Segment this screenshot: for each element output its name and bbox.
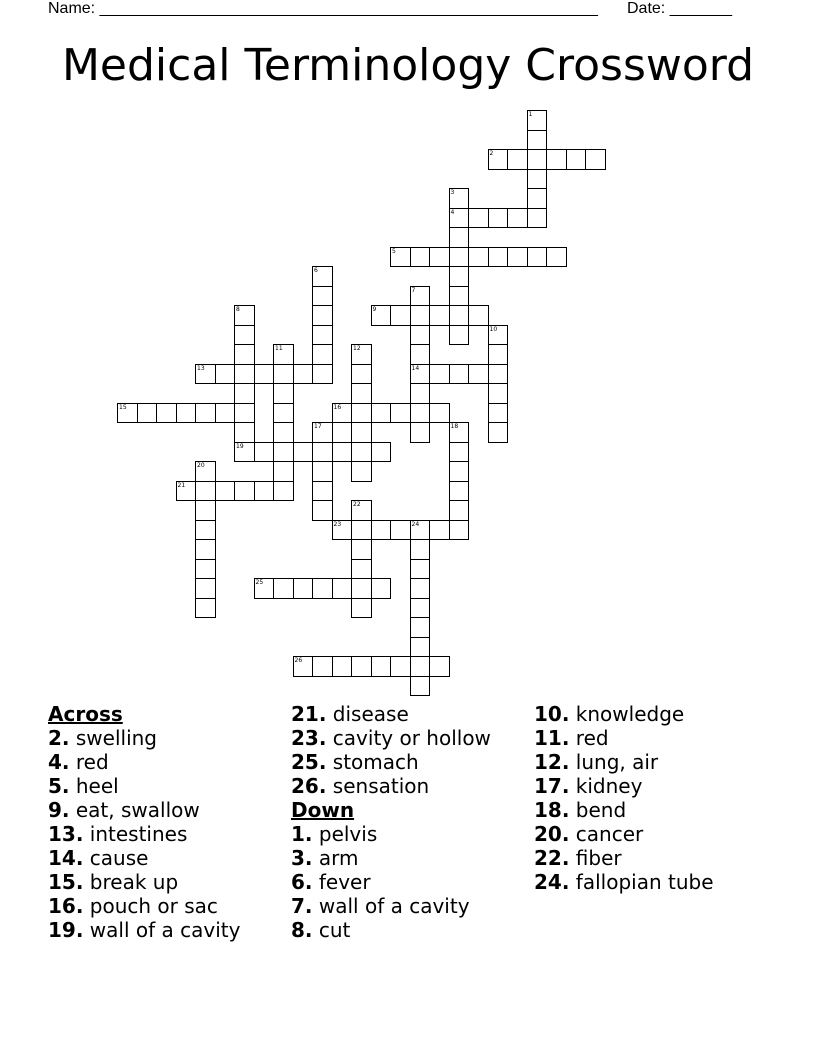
clue-item bbox=[48, 750, 298, 774]
crossword-cell[interactable] bbox=[312, 500, 333, 521]
crossword-cell[interactable] bbox=[507, 208, 528, 229]
clue-item bbox=[48, 726, 298, 750]
clue-number: 24. bbox=[534, 870, 570, 894]
crossword-cell[interactable] bbox=[410, 422, 431, 443]
crossword-cell[interactable] bbox=[546, 149, 567, 170]
clue-text: wall of a cavity bbox=[83, 918, 241, 942]
crossword-cell[interactable] bbox=[410, 344, 431, 365]
clue-item bbox=[534, 750, 784, 774]
crossword-cell[interactable] bbox=[429, 364, 450, 385]
crossword-cell[interactable] bbox=[507, 247, 528, 268]
clue-number-label: 25 bbox=[255, 579, 264, 586]
crossword-cell[interactable] bbox=[449, 520, 470, 541]
clue-item bbox=[534, 822, 784, 846]
crossword-cell[interactable] bbox=[410, 656, 431, 677]
clue-text: cause bbox=[83, 846, 149, 870]
crossword-cell[interactable] bbox=[137, 403, 158, 424]
clue-number-label: 22 bbox=[353, 501, 361, 508]
crossword-cell[interactable] bbox=[410, 676, 431, 697]
clue-number: 17. bbox=[534, 774, 570, 798]
across-clue-list-b bbox=[291, 702, 541, 798]
crossword-cell[interactable] bbox=[351, 578, 372, 599]
crossword-cell[interactable] bbox=[468, 364, 489, 385]
crossword-cell[interactable] bbox=[312, 286, 333, 307]
crossword-cell[interactable] bbox=[195, 539, 216, 560]
crossword-cell[interactable] bbox=[351, 559, 372, 580]
crossword-cell[interactable] bbox=[312, 461, 333, 482]
clue-item bbox=[48, 798, 298, 822]
clue-text: disease bbox=[326, 702, 409, 726]
crossword-cell[interactable] bbox=[312, 305, 333, 326]
clue-item bbox=[48, 822, 298, 846]
clue-text: intestines bbox=[83, 822, 188, 846]
crossword-cell[interactable] bbox=[449, 247, 470, 268]
crossword-cell[interactable] bbox=[527, 169, 548, 190]
clue-item bbox=[291, 726, 541, 750]
crossword-cell[interactable] bbox=[488, 344, 509, 365]
crossword-cell[interactable] bbox=[410, 617, 431, 638]
crossword-cell[interactable] bbox=[273, 461, 294, 482]
clue-number: 7. bbox=[291, 894, 313, 918]
clue-text: sensation bbox=[326, 774, 430, 798]
clue-item bbox=[291, 822, 541, 846]
crossword-cell[interactable] bbox=[429, 305, 450, 326]
clue-number-label: 7 bbox=[411, 286, 416, 294]
crossword-cell[interactable] bbox=[410, 325, 431, 346]
clue-number: 21. bbox=[291, 702, 327, 726]
crossword-cell[interactable] bbox=[254, 364, 275, 385]
crossword-cell[interactable] bbox=[449, 266, 470, 287]
crossword-cell[interactable] bbox=[410, 305, 431, 326]
name-field-label[interactable]: Name: ________________________________________________________ bbox=[48, 0, 598, 17]
crossword-cell[interactable] bbox=[410, 578, 431, 599]
crossword-cell[interactable] bbox=[234, 383, 255, 404]
crossword-cell[interactable] bbox=[273, 578, 294, 599]
clue-item bbox=[48, 894, 298, 918]
crossword-cell[interactable] bbox=[449, 442, 470, 463]
crossword-cell[interactable] bbox=[488, 422, 509, 443]
crossword-cell[interactable] bbox=[195, 500, 216, 521]
clue-number-label: 20 bbox=[197, 462, 205, 469]
crossword-cell[interactable] bbox=[410, 403, 431, 424]
crossword-cell[interactable] bbox=[390, 403, 411, 424]
crossword-cell[interactable] bbox=[488, 208, 509, 229]
clue-item bbox=[291, 894, 541, 918]
crossword-cell[interactable] bbox=[449, 481, 470, 502]
crossword-cell[interactable] bbox=[293, 364, 314, 385]
clue-number-label: 16 bbox=[333, 403, 342, 411]
crossword-cell[interactable] bbox=[273, 442, 294, 463]
crossword-cell[interactable] bbox=[449, 461, 470, 482]
clue-text: heel bbox=[69, 774, 119, 798]
clue-item bbox=[534, 846, 784, 870]
clue-number: 5. bbox=[48, 774, 70, 798]
clue-number: 15. bbox=[48, 870, 84, 894]
crossword-cell[interactable] bbox=[527, 149, 548, 170]
crossword-cell[interactable] bbox=[390, 305, 411, 326]
clue-text: kidney bbox=[569, 774, 643, 798]
crossword-cell[interactable] bbox=[527, 247, 548, 268]
crossword-cell[interactable] bbox=[254, 442, 275, 463]
crossword-cell[interactable] bbox=[468, 305, 489, 326]
down-clue-list-a bbox=[291, 822, 541, 942]
clue-number-label: 8 bbox=[236, 306, 240, 313]
clue-text: stomach bbox=[326, 750, 419, 774]
clue-number-label: 3 bbox=[450, 189, 455, 196]
clue-item bbox=[534, 702, 784, 726]
crossword-cell[interactable] bbox=[195, 559, 216, 580]
clue-text: red bbox=[569, 726, 609, 750]
clue-text: swelling bbox=[69, 726, 157, 750]
crossword-cell[interactable] bbox=[410, 559, 431, 580]
clue-text: fiber bbox=[569, 846, 622, 870]
clue-text: pelvis bbox=[312, 822, 378, 846]
clue-number: 8. bbox=[291, 918, 313, 942]
clue-item bbox=[48, 774, 298, 798]
crossword-cell[interactable] bbox=[312, 325, 333, 346]
crossword-cell[interactable] bbox=[273, 364, 294, 385]
clue-number: 18. bbox=[534, 798, 570, 822]
crossword-cell[interactable] bbox=[215, 481, 236, 502]
clue-number-label: 12 bbox=[353, 345, 361, 352]
clue-number-label: 21 bbox=[177, 481, 186, 489]
crossword-cell[interactable] bbox=[429, 520, 450, 541]
clue-number: 10. bbox=[534, 702, 570, 726]
crossword-cell[interactable] bbox=[312, 481, 333, 502]
crossword-cell[interactable] bbox=[351, 364, 372, 385]
crossword-cell[interactable] bbox=[527, 208, 548, 229]
clue-number: 19. bbox=[48, 918, 84, 942]
crossword-cell[interactable] bbox=[410, 637, 431, 658]
crossword-cell[interactable] bbox=[507, 149, 528, 170]
page-title: Medical Terminology Crossword bbox=[61, 40, 755, 91]
down-clue-list-b bbox=[534, 702, 784, 894]
crossword-cell[interactable] bbox=[488, 247, 509, 268]
clue-text: lung, air bbox=[569, 750, 659, 774]
crossword-cell[interactable] bbox=[390, 656, 411, 677]
clue-number: 13. bbox=[48, 822, 84, 846]
crossword-cell[interactable] bbox=[449, 325, 470, 346]
clue-text: cavity or hollow bbox=[326, 726, 491, 750]
clue-number-label: 23 bbox=[333, 520, 342, 528]
clue-text: break up bbox=[83, 870, 179, 894]
clue-text: red bbox=[69, 750, 109, 774]
crossword-cell[interactable] bbox=[390, 520, 411, 541]
clue-number: 12. bbox=[534, 750, 570, 774]
clue-number-label: 5 bbox=[392, 247, 396, 255]
clue-number-label: 17 bbox=[314, 423, 322, 430]
clue-column-2 bbox=[291, 702, 541, 942]
clue-number-label: 18 bbox=[450, 423, 459, 430]
clue-text: eat, swallow bbox=[69, 798, 200, 822]
clue-number-label: 24 bbox=[411, 520, 420, 528]
clue-text: wall of a cavity bbox=[312, 894, 470, 918]
clue-column-1 bbox=[48, 702, 298, 942]
clue-number-label: 26 bbox=[294, 657, 303, 664]
clue-number-label: 10 bbox=[489, 325, 498, 333]
crossword-cell[interactable] bbox=[176, 403, 197, 424]
clue-column-3 bbox=[534, 702, 784, 894]
crossword-cell[interactable] bbox=[371, 656, 392, 677]
crossword-cell[interactable] bbox=[410, 383, 431, 404]
clue-text: fallopian tube bbox=[569, 870, 714, 894]
crossword-cell[interactable] bbox=[449, 500, 470, 521]
crossword-cell[interactable] bbox=[351, 520, 372, 541]
crossword-cell[interactable] bbox=[351, 442, 372, 463]
clue-number-label: 13 bbox=[197, 364, 205, 372]
crossword-cell[interactable] bbox=[195, 578, 216, 599]
clue-text: pouch or sac bbox=[83, 894, 218, 918]
crossword-cell[interactable] bbox=[488, 403, 509, 424]
crossword-cell[interactable] bbox=[429, 247, 450, 268]
clue-item bbox=[291, 750, 541, 774]
clue-text: knowledge bbox=[569, 702, 685, 726]
crossword-cell[interactable] bbox=[195, 403, 216, 424]
crossword-cell[interactable] bbox=[527, 188, 548, 209]
crossword-cell[interactable] bbox=[351, 656, 372, 677]
clue-number-label: 4 bbox=[450, 208, 455, 216]
crossword-cell[interactable] bbox=[234, 325, 255, 346]
crossword-cell[interactable] bbox=[449, 227, 470, 248]
crossword-cell[interactable] bbox=[429, 403, 450, 424]
clue-number: 25. bbox=[291, 750, 327, 774]
clue-number: 1. bbox=[291, 822, 313, 846]
crossword-cell[interactable] bbox=[254, 481, 275, 502]
clue-item bbox=[534, 870, 784, 894]
crossword-cell[interactable] bbox=[566, 149, 587, 170]
clue-item bbox=[291, 846, 541, 870]
clue-number: 26. bbox=[291, 774, 327, 798]
clue-number: 16. bbox=[48, 894, 84, 918]
crossword-cell[interactable] bbox=[449, 305, 470, 326]
crossword-cell[interactable] bbox=[351, 383, 372, 404]
crossword-cell[interactable] bbox=[371, 520, 392, 541]
clue-number: 11. bbox=[534, 726, 570, 750]
crossword-cell[interactable] bbox=[215, 364, 236, 385]
clue-number-label: 9 bbox=[372, 306, 377, 313]
clue-item bbox=[291, 774, 541, 798]
clue-item bbox=[534, 726, 784, 750]
crossword-cell[interactable] bbox=[351, 461, 372, 482]
crossword-cell[interactable] bbox=[429, 656, 450, 677]
crossword-cell[interactable] bbox=[293, 578, 314, 599]
clue-number: 23. bbox=[291, 726, 327, 750]
clue-number: 4. bbox=[48, 750, 70, 774]
crossword-cell[interactable] bbox=[351, 403, 372, 424]
clue-number: 3. bbox=[291, 846, 313, 870]
crossword-cell[interactable] bbox=[488, 364, 509, 385]
across-heading: Across bbox=[48, 702, 123, 726]
crossword-cell[interactable] bbox=[351, 598, 372, 619]
crossword-cell[interactable] bbox=[351, 539, 372, 560]
crossword-cell[interactable] bbox=[312, 344, 333, 365]
crossword-cell[interactable] bbox=[234, 344, 255, 365]
crossword-cell[interactable] bbox=[234, 481, 255, 502]
clue-text: arm bbox=[312, 846, 359, 870]
clue-text: cancer bbox=[569, 822, 644, 846]
clue-text: bend bbox=[569, 798, 627, 822]
crossword-cell[interactable] bbox=[215, 403, 236, 424]
clue-item bbox=[48, 918, 298, 942]
clue-number-label: 15 bbox=[119, 403, 127, 411]
crossword-cell[interactable] bbox=[273, 403, 294, 424]
crossword-cell[interactable] bbox=[410, 247, 431, 268]
crossword-cell[interactable] bbox=[332, 442, 353, 463]
clue-text: cut bbox=[312, 918, 351, 942]
clue-item bbox=[534, 774, 784, 798]
crossword-cell[interactable] bbox=[468, 208, 489, 229]
crossword-cell[interactable] bbox=[312, 442, 333, 463]
clue-item bbox=[534, 798, 784, 822]
clue-number-label: 6 bbox=[314, 267, 318, 274]
crossword-cell[interactable] bbox=[410, 598, 431, 619]
clue-item bbox=[291, 918, 541, 942]
crossword-cell[interactable] bbox=[234, 422, 255, 443]
crossword-cell[interactable] bbox=[410, 539, 431, 560]
clue-number-label: 11 bbox=[275, 345, 283, 352]
crossword-cell[interactable] bbox=[312, 656, 333, 677]
clue-item bbox=[291, 870, 541, 894]
crossword-cell[interactable] bbox=[293, 442, 314, 463]
clue-number: 14. bbox=[48, 846, 84, 870]
clue-item bbox=[48, 846, 298, 870]
crossword-cell[interactable] bbox=[332, 656, 353, 677]
clue-number: 2. bbox=[48, 726, 70, 750]
clue-number: 6. bbox=[291, 870, 313, 894]
crossword-cell[interactable] bbox=[312, 578, 333, 599]
crossword-cell[interactable] bbox=[351, 422, 372, 443]
crossword-cell[interactable] bbox=[273, 422, 294, 443]
clue-number: 9. bbox=[48, 798, 70, 822]
crossword-cell[interactable] bbox=[156, 403, 177, 424]
clue-number-label: 2 bbox=[489, 150, 494, 157]
crossword-cell[interactable] bbox=[273, 383, 294, 404]
clue-number-label: 19 bbox=[236, 442, 244, 450]
crossword-cell[interactable] bbox=[312, 364, 333, 385]
crossword-cell[interactable] bbox=[449, 286, 470, 307]
crossword-cell[interactable] bbox=[468, 247, 489, 268]
across-clue-list-a bbox=[48, 726, 298, 942]
clue-number: 22. bbox=[534, 846, 570, 870]
crossword-cell[interactable] bbox=[195, 598, 216, 619]
crossword-cell[interactable] bbox=[234, 403, 255, 424]
crossword-cell[interactable] bbox=[449, 364, 470, 385]
crossword-cell[interactable] bbox=[371, 442, 392, 463]
crossword-cell[interactable] bbox=[546, 247, 567, 268]
clue-text: fever bbox=[312, 870, 371, 894]
down-heading: Down bbox=[291, 798, 355, 822]
crossword-cell[interactable] bbox=[273, 481, 294, 502]
crossword-cell[interactable] bbox=[195, 520, 216, 541]
date-field-label[interactable]: Date: _______ bbox=[627, 0, 732, 17]
crossword-cell[interactable] bbox=[527, 130, 548, 151]
crossword-cell[interactable] bbox=[585, 149, 606, 170]
clue-number-label: 1 bbox=[528, 111, 533, 118]
crossword-cell[interactable] bbox=[195, 481, 216, 502]
clue-number-label: 14 bbox=[411, 364, 420, 372]
crossword-cell[interactable] bbox=[332, 578, 353, 599]
crossword-cell[interactable] bbox=[371, 403, 392, 424]
crossword-cell[interactable] bbox=[371, 578, 392, 599]
crossword-cell[interactable] bbox=[234, 364, 255, 385]
crossword-cell[interactable] bbox=[488, 383, 509, 404]
clue-item bbox=[48, 870, 298, 894]
clue-item bbox=[291, 702, 541, 726]
clue-number: 20. bbox=[534, 822, 570, 846]
